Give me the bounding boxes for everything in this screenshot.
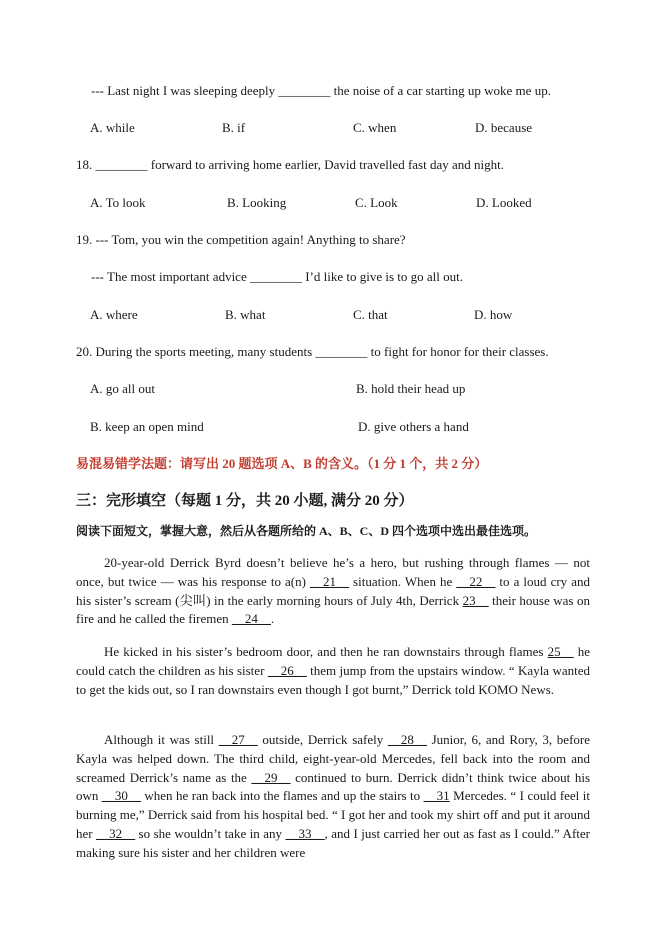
q17-option-b: B. if bbox=[222, 120, 246, 135]
p3-text-3: Junior, 6, and Rory, 3, before Kayla was helped down. The third child, eight-year-old Mercedes, fell back into the room and screamed Derrick’s name as the bbox=[76, 732, 591, 785]
question-19-reply: --- The most important advice ________ I’d like to give is to go all out. bbox=[91, 269, 463, 284]
blank-23: 23__ bbox=[462, 592, 489, 608]
p1-text-2: situation. When he bbox=[349, 573, 457, 589]
p3-text-8: , and I just carried her out as fast as I could.” After making sure his sister and her children were bbox=[76, 825, 590, 860]
question-18-stem: 18. ________ forward to arriving home earlier, David travelled fast day and night. bbox=[76, 157, 504, 172]
blank-26: __26__ bbox=[267, 662, 307, 678]
q19-option-a: A. where bbox=[90, 307, 138, 322]
error-prone-note: 易混易错学法题：请写出 20 题选项 A、B 的含义。（1 分 1 个，共 2 分） bbox=[76, 456, 488, 471]
blank-24: __24__ bbox=[231, 611, 271, 627]
p3-text-1: Although it was still bbox=[104, 732, 219, 747]
p2-text-2: he could catch the children as his sister bbox=[76, 644, 590, 678]
p3-text-7: so she wouldn’t take in any bbox=[135, 825, 286, 841]
q20-option-d: D. give others a hand bbox=[358, 419, 469, 434]
blank-29: __29__ bbox=[251, 769, 291, 785]
p1-text-1: 20-year-old Derrick Byrd doesn’t believe he’s a hero, but rushing through flames — not once, but twice — was his response to a(n) bbox=[76, 555, 590, 589]
passage-paragraph-1 bbox=[76, 554, 590, 629]
blank-25: 25__ bbox=[547, 644, 574, 659]
p3-text-5: when he ran back into the flames and up the stairs to bbox=[140, 788, 424, 804]
question-19-stem: 19. --- Tom, you win the competition again! Anything to share? bbox=[76, 232, 406, 247]
blank-31: __31 bbox=[423, 788, 450, 804]
blank-30: __30__ bbox=[101, 788, 141, 804]
p1-text-5: . bbox=[270, 611, 275, 627]
q20-option-c: B. keep an open mind bbox=[90, 419, 204, 434]
question-17-stem: --- Last night I was sleeping deeply ________ the noise of a car starting up woke me up. bbox=[91, 83, 551, 98]
blank-32: __32__ bbox=[96, 825, 136, 841]
q17-option-d: D. because bbox=[475, 120, 533, 135]
q18-option-c: C. Look bbox=[355, 195, 398, 210]
q19-option-c: C. that bbox=[353, 307, 388, 322]
p3-text-2: outside, Derrick safely bbox=[257, 732, 388, 747]
q20-option-b: B. hold their head up bbox=[356, 381, 466, 396]
q19-option-d: D. how bbox=[474, 307, 513, 322]
blank-22: __22__ bbox=[456, 573, 496, 589]
p3-text-4: continued to burn. Derrick didn’t think twice about his own bbox=[76, 769, 590, 804]
p2-text-1: He kicked in his sister’s bedroom door, and then he ran downstairs through flames bbox=[104, 644, 548, 659]
instruction: 阅读下面短文，掌握大意，然后从各题所给的 A、B、C、D 四个选项中选出最佳选项。 bbox=[76, 524, 537, 538]
p3-text-6: Mercedes. “ I could feel it burning me,” Derrick said from his hospital bed. “ I got her and took my shirt off and put it around her bbox=[76, 788, 591, 841]
q18-option-b: B. Looking bbox=[227, 195, 287, 210]
blank-21: __21__ bbox=[310, 573, 349, 589]
q18-option-d: D. Looked bbox=[476, 195, 532, 210]
q20-option-a: A. go all out bbox=[90, 381, 155, 396]
p1-text-3: to a loud cry and his sister’s scream (尖叫) in the early morning hours of July 4th, Derrick bbox=[76, 573, 590, 608]
q17-option-c: C. when bbox=[353, 120, 397, 135]
question-20-stem: 20. During the sports meeting, many students ________ to fight for honor for their classes. bbox=[76, 344, 549, 359]
passage-paragraph-3 bbox=[76, 731, 590, 863]
q18-option-a: A. To look bbox=[90, 195, 146, 210]
passage-paragraph-2 bbox=[76, 643, 590, 699]
p1-text-4: their house was on fire and he called the firemen bbox=[76, 592, 590, 627]
q19-option-b: B. what bbox=[225, 307, 266, 322]
q17-option-a: A. while bbox=[90, 120, 135, 135]
blank-27: __27__ bbox=[218, 732, 258, 747]
blank-28: __28__ bbox=[387, 732, 427, 747]
section-title: 三：完形填空（每题 1 分，共 20 小题, 满分 20 分） bbox=[76, 493, 414, 509]
blank-33: __33__ bbox=[285, 825, 325, 841]
p2-text-3: them jump from the upstairs window. “ Kayla wanted to get the kids out, so I ran downstairs even though I got burnt,” Derrick told KOMO News. bbox=[76, 662, 590, 697]
